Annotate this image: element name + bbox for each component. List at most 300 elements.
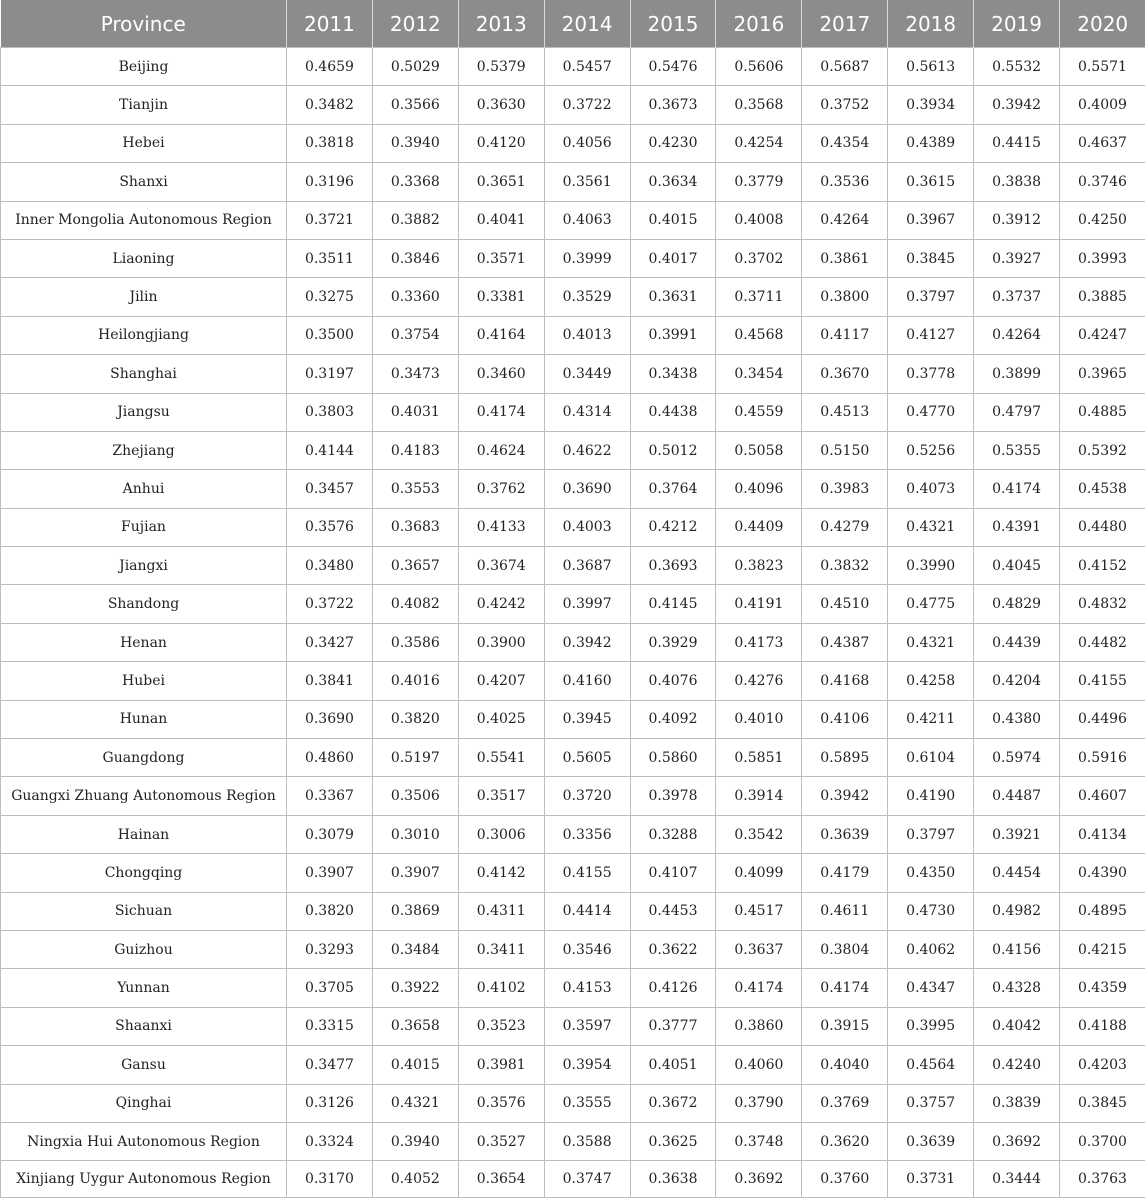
value-cell: 0.3546 — [544, 930, 630, 968]
value-cell: 0.3914 — [716, 777, 802, 815]
value-cell: 0.4559 — [716, 393, 802, 431]
value-cell: 0.5851 — [716, 739, 802, 777]
value-cell: 0.3921 — [974, 815, 1060, 853]
value-cell: 0.3990 — [888, 547, 974, 585]
province-cell: Chongqing — [1, 854, 287, 892]
value-cell: 0.5605 — [544, 739, 630, 777]
value-cell: 0.3869 — [372, 892, 458, 930]
value-cell: 0.5916 — [1060, 739, 1145, 777]
value-cell: 0.4415 — [974, 124, 1060, 162]
value-cell: 0.3449 — [544, 355, 630, 393]
value-cell: 0.5860 — [630, 739, 716, 777]
value-cell: 0.4659 — [287, 48, 373, 86]
value-cell: 0.4487 — [974, 777, 1060, 815]
value-cell: 0.3006 — [458, 815, 544, 853]
value-cell: 0.3769 — [802, 1084, 888, 1122]
value-cell: 0.3576 — [458, 1084, 544, 1122]
value-cell: 0.4564 — [888, 1046, 974, 1084]
table-row — [1, 201, 1145, 239]
value-cell: 0.3804 — [802, 930, 888, 968]
value-cell: 0.3687 — [544, 547, 630, 585]
value-cell: 0.4538 — [1060, 470, 1145, 508]
value-cell: 0.4387 — [802, 623, 888, 661]
province-cell: Beijing — [1, 48, 287, 86]
value-cell: 0.4106 — [802, 700, 888, 738]
value-cell: 0.3803 — [287, 393, 373, 431]
table-row — [1, 470, 1145, 508]
header-year: 2019 — [974, 0, 1060, 48]
value-cell: 0.3654 — [458, 1161, 544, 1198]
value-cell: 0.4203 — [1060, 1046, 1145, 1084]
table-row — [1, 124, 1145, 162]
value-cell: 0.3527 — [458, 1122, 544, 1160]
value-cell: 0.3778 — [888, 355, 974, 393]
table-body — [1, 48, 1145, 1198]
value-cell: 0.4622 — [544, 431, 630, 469]
value-cell: 0.3651 — [458, 163, 544, 201]
value-cell: 0.4454 — [974, 854, 1060, 892]
table-row — [1, 585, 1145, 623]
value-cell: 0.3764 — [630, 470, 716, 508]
province-cell: Hainan — [1, 815, 287, 853]
value-cell: 0.3945 — [544, 700, 630, 738]
value-cell: 0.5457 — [544, 48, 630, 86]
value-cell: 0.4051 — [630, 1046, 716, 1084]
value-cell: 0.4144 — [287, 431, 373, 469]
value-cell: 0.3566 — [372, 86, 458, 124]
value-cell: 0.3637 — [716, 930, 802, 968]
value-cell: 0.4354 — [802, 124, 888, 162]
value-cell: 0.3511 — [287, 239, 373, 277]
value-cell: 0.3797 — [888, 278, 974, 316]
value-cell: 0.3631 — [630, 278, 716, 316]
value-cell: 0.3454 — [716, 355, 802, 393]
value-cell: 0.5541 — [458, 739, 544, 777]
value-cell: 0.4279 — [802, 508, 888, 546]
value-cell: 0.3927 — [974, 239, 1060, 277]
value-cell: 0.4003 — [544, 508, 630, 546]
value-cell: 0.4062 — [888, 930, 974, 968]
value-cell: 0.3571 — [458, 239, 544, 277]
value-cell: 0.3997 — [544, 585, 630, 623]
value-cell: 0.4117 — [802, 316, 888, 354]
value-cell: 0.4321 — [372, 1084, 458, 1122]
value-cell: 0.3460 — [458, 355, 544, 393]
value-cell: 0.3625 — [630, 1122, 716, 1160]
value-cell: 0.3705 — [287, 969, 373, 1007]
value-cell: 0.3934 — [888, 86, 974, 124]
value-cell: 0.4174 — [802, 969, 888, 1007]
header-year: 2014 — [544, 0, 630, 48]
value-cell: 0.4063 — [544, 201, 630, 239]
value-cell: 0.3845 — [888, 239, 974, 277]
value-cell: 0.4204 — [974, 662, 1060, 700]
value-cell: 0.3477 — [287, 1046, 373, 1084]
value-cell: 0.4040 — [802, 1046, 888, 1084]
value-cell: 0.4414 — [544, 892, 630, 930]
province-cell: Anhui — [1, 470, 287, 508]
value-cell: 0.3639 — [802, 815, 888, 853]
table-row — [1, 547, 1145, 585]
value-cell: 0.3672 — [630, 1084, 716, 1122]
value-cell: 0.4152 — [1060, 547, 1145, 585]
value-cell: 0.3615 — [888, 163, 974, 201]
value-cell: 0.3411 — [458, 930, 544, 968]
value-cell: 0.4127 — [888, 316, 974, 354]
value-cell: 0.3995 — [888, 1007, 974, 1045]
table-row — [1, 1007, 1145, 1045]
value-cell: 0.4230 — [630, 124, 716, 162]
value-cell: 0.4017 — [630, 239, 716, 277]
value-cell: 0.4160 — [544, 662, 630, 700]
value-cell: 0.3288 — [630, 815, 716, 853]
value-cell: 0.3620 — [802, 1122, 888, 1160]
province-cell: Jiangxi — [1, 547, 287, 585]
value-cell: 0.3722 — [287, 585, 373, 623]
value-cell: 0.3427 — [287, 623, 373, 661]
value-cell: 0.4010 — [716, 700, 802, 738]
table-row — [1, 86, 1145, 124]
value-cell: 0.4041 — [458, 201, 544, 239]
table-row — [1, 508, 1145, 546]
value-cell: 0.3690 — [287, 700, 373, 738]
value-cell: 0.4391 — [974, 508, 1060, 546]
value-cell: 0.4016 — [372, 662, 458, 700]
value-cell: 0.3942 — [544, 623, 630, 661]
value-cell: 0.3999 — [544, 239, 630, 277]
value-cell: 0.3991 — [630, 316, 716, 354]
value-cell: 0.3752 — [802, 86, 888, 124]
value-cell: 0.3674 — [458, 547, 544, 585]
value-cell: 0.3586 — [372, 623, 458, 661]
province-cell: Hunan — [1, 700, 287, 738]
value-cell: 0.3757 — [888, 1084, 974, 1122]
value-cell: 0.3197 — [287, 355, 373, 393]
table-row — [1, 431, 1145, 469]
value-cell: 0.4240 — [974, 1046, 1060, 1084]
header-year: 2012 — [372, 0, 458, 48]
value-cell: 0.3381 — [458, 278, 544, 316]
value-cell: 0.5379 — [458, 48, 544, 86]
value-cell: 0.4096 — [716, 470, 802, 508]
value-cell: 0.4390 — [1060, 854, 1145, 892]
table-row — [1, 1161, 1145, 1198]
value-cell: 0.3940 — [372, 1122, 458, 1160]
province-cell: Yunnan — [1, 969, 287, 1007]
value-cell: 0.5571 — [1060, 48, 1145, 86]
value-cell: 0.3922 — [372, 969, 458, 1007]
value-cell: 0.3929 — [630, 623, 716, 661]
value-cell: 0.5058 — [716, 431, 802, 469]
value-cell: 0.3630 — [458, 86, 544, 124]
value-cell: 0.3861 — [802, 239, 888, 277]
value-cell: 0.3760 — [802, 1161, 888, 1198]
value-cell: 0.4359 — [1060, 969, 1145, 1007]
table-row — [1, 815, 1145, 853]
province-cell: Shanghai — [1, 355, 287, 393]
province-cell: Xinjiang Uygur Autonomous Region — [1, 1161, 287, 1198]
value-cell: 0.3657 — [372, 547, 458, 585]
table-header — [1, 0, 1145, 48]
value-cell: 0.4212 — [630, 508, 716, 546]
province-cell: Fujian — [1, 508, 287, 546]
value-cell: 0.3965 — [1060, 355, 1145, 393]
value-cell: 0.3690 — [544, 470, 630, 508]
value-cell: 0.3536 — [802, 163, 888, 201]
table-row — [1, 1084, 1145, 1122]
value-cell: 0.5355 — [974, 431, 1060, 469]
value-cell: 0.3555 — [544, 1084, 630, 1122]
value-cell: 0.4188 — [1060, 1007, 1145, 1045]
province-cell: Jilin — [1, 278, 287, 316]
value-cell: 0.4013 — [544, 316, 630, 354]
value-cell: 0.4174 — [458, 393, 544, 431]
value-cell: 0.4173 — [716, 623, 802, 661]
value-cell: 0.4008 — [716, 201, 802, 239]
value-cell: 0.3818 — [287, 124, 373, 162]
value-cell: 0.4168 — [802, 662, 888, 700]
value-cell: 0.3529 — [544, 278, 630, 316]
value-cell: 0.4099 — [716, 854, 802, 892]
value-cell: 0.4264 — [974, 316, 1060, 354]
value-cell: 0.3720 — [544, 777, 630, 815]
value-cell: 0.3368 — [372, 163, 458, 201]
value-cell: 0.4107 — [630, 854, 716, 892]
value-cell: 0.4264 — [802, 201, 888, 239]
value-cell: 0.3444 — [974, 1161, 1060, 1198]
value-cell: 0.3367 — [287, 777, 373, 815]
value-cell: 0.4179 — [802, 854, 888, 892]
value-cell: 0.4174 — [974, 470, 1060, 508]
value-cell: 0.4328 — [974, 969, 1060, 1007]
value-cell: 0.4321 — [888, 508, 974, 546]
province-cell: Inner Mongolia Autonomous Region — [1, 201, 287, 239]
value-cell: 0.5392 — [1060, 431, 1145, 469]
value-cell: 0.4190 — [888, 777, 974, 815]
value-cell: 0.4045 — [974, 547, 1060, 585]
value-cell: 0.3797 — [888, 815, 974, 853]
value-cell: 0.3722 — [544, 86, 630, 124]
value-cell: 0.4015 — [630, 201, 716, 239]
table-row — [1, 930, 1145, 968]
table-row — [1, 1122, 1145, 1160]
value-cell: 0.4156 — [974, 930, 1060, 968]
value-cell: 0.3702 — [716, 239, 802, 277]
value-cell: 0.6104 — [888, 739, 974, 777]
value-cell: 0.3438 — [630, 355, 716, 393]
value-cell: 0.4250 — [1060, 201, 1145, 239]
value-cell: 0.4611 — [802, 892, 888, 930]
table-row — [1, 1046, 1145, 1084]
value-cell: 0.3779 — [716, 163, 802, 201]
table-row — [1, 700, 1145, 738]
value-cell: 0.4513 — [802, 393, 888, 431]
header-year: 2015 — [630, 0, 716, 48]
value-cell: 0.3568 — [716, 86, 802, 124]
value-cell: 0.3275 — [287, 278, 373, 316]
value-cell: 0.4134 — [1060, 815, 1145, 853]
value-cell: 0.4770 — [888, 393, 974, 431]
province-cell: Liaoning — [1, 239, 287, 277]
value-cell: 0.3588 — [544, 1122, 630, 1160]
value-cell: 0.4076 — [630, 662, 716, 700]
province-cell: Guangxi Zhuang Autonomous Region — [1, 777, 287, 815]
value-cell: 0.3915 — [802, 1007, 888, 1045]
value-cell: 0.3942 — [802, 777, 888, 815]
value-cell: 0.3940 — [372, 124, 458, 162]
value-cell: 0.4191 — [716, 585, 802, 623]
value-cell: 0.3457 — [287, 470, 373, 508]
value-cell: 0.4347 — [888, 969, 974, 1007]
value-cell: 0.3324 — [287, 1122, 373, 1160]
value-cell: 0.3482 — [287, 86, 373, 124]
value-cell: 0.4145 — [630, 585, 716, 623]
province-cell: Guangdong — [1, 739, 287, 777]
value-cell: 0.3777 — [630, 1007, 716, 1045]
value-cell: 0.3899 — [974, 355, 1060, 393]
value-cell: 0.4311 — [458, 892, 544, 930]
province-cell: Qinghai — [1, 1084, 287, 1122]
value-cell: 0.5012 — [630, 431, 716, 469]
value-cell: 0.3079 — [287, 815, 373, 853]
value-cell: 0.5606 — [716, 48, 802, 86]
value-cell: 0.5687 — [802, 48, 888, 86]
value-cell: 0.3839 — [974, 1084, 1060, 1122]
value-cell: 0.3553 — [372, 470, 458, 508]
value-cell: 0.3010 — [372, 815, 458, 853]
value-cell: 0.3846 — [372, 239, 458, 277]
value-cell: 0.4314 — [544, 393, 630, 431]
province-cell: Hebei — [1, 124, 287, 162]
value-cell: 0.3978 — [630, 777, 716, 815]
province-cell: Zhejiang — [1, 431, 287, 469]
value-cell: 0.3912 — [974, 201, 1060, 239]
value-cell: 0.4832 — [1060, 585, 1145, 623]
value-cell: 0.3993 — [1060, 239, 1145, 277]
value-cell: 0.4073 — [888, 470, 974, 508]
value-cell: 0.3747 — [544, 1161, 630, 1198]
value-cell: 0.5256 — [888, 431, 974, 469]
value-cell: 0.3473 — [372, 355, 458, 393]
value-cell: 0.4860 — [287, 739, 373, 777]
value-cell: 0.3683 — [372, 508, 458, 546]
value-cell: 0.3841 — [287, 662, 373, 700]
value-cell: 0.4258 — [888, 662, 974, 700]
value-cell: 0.4438 — [630, 393, 716, 431]
value-cell: 0.3293 — [287, 930, 373, 968]
value-cell: 0.3721 — [287, 201, 373, 239]
table-row — [1, 355, 1145, 393]
value-cell: 0.3506 — [372, 777, 458, 815]
value-cell: 0.3692 — [716, 1161, 802, 1198]
value-cell: 0.4060 — [716, 1046, 802, 1084]
value-cell: 0.3639 — [888, 1122, 974, 1160]
value-cell: 0.4247 — [1060, 316, 1145, 354]
value-cell: 0.3542 — [716, 815, 802, 853]
value-cell: 0.4215 — [1060, 930, 1145, 968]
value-cell: 0.4439 — [974, 623, 1060, 661]
value-cell: 0.3658 — [372, 1007, 458, 1045]
table-row — [1, 278, 1145, 316]
value-cell: 0.4480 — [1060, 508, 1145, 546]
value-cell: 0.3638 — [630, 1161, 716, 1198]
value-cell: 0.4015 — [372, 1046, 458, 1084]
value-cell: 0.4496 — [1060, 700, 1145, 738]
value-cell: 0.3800 — [802, 278, 888, 316]
value-cell: 0.3196 — [287, 163, 373, 201]
value-cell: 0.4276 — [716, 662, 802, 700]
table-row — [1, 48, 1145, 86]
value-cell: 0.4031 — [372, 393, 458, 431]
value-cell: 0.4510 — [802, 585, 888, 623]
province-cell: Tianjin — [1, 86, 287, 124]
province-cell: Shanxi — [1, 163, 287, 201]
province-cell: Ningxia Hui Autonomous Region — [1, 1122, 287, 1160]
value-cell: 0.4624 — [458, 431, 544, 469]
value-cell: 0.4142 — [458, 854, 544, 892]
value-cell: 0.4082 — [372, 585, 458, 623]
value-cell: 0.3820 — [372, 700, 458, 738]
value-cell: 0.5150 — [802, 431, 888, 469]
header-row — [1, 0, 1145, 48]
value-cell: 0.3700 — [1060, 1122, 1145, 1160]
value-cell: 0.4183 — [372, 431, 458, 469]
value-cell: 0.3763 — [1060, 1161, 1145, 1198]
province-cell: Hubei — [1, 662, 287, 700]
value-cell: 0.4517 — [716, 892, 802, 930]
header-year: 2020 — [1060, 0, 1145, 48]
value-cell: 0.4133 — [458, 508, 544, 546]
value-cell: 0.3360 — [372, 278, 458, 316]
value-cell: 0.3597 — [544, 1007, 630, 1045]
value-cell: 0.4052 — [372, 1161, 458, 1198]
table-row — [1, 623, 1145, 661]
province-cell: Jiangsu — [1, 393, 287, 431]
value-cell: 0.4389 — [888, 124, 974, 162]
value-cell: 0.3885 — [1060, 278, 1145, 316]
value-cell: 0.3845 — [1060, 1084, 1145, 1122]
value-cell: 0.3315 — [287, 1007, 373, 1045]
value-cell: 0.3126 — [287, 1084, 373, 1122]
value-cell: 0.5974 — [974, 739, 1060, 777]
value-cell: 0.4380 — [974, 700, 1060, 738]
value-cell: 0.3731 — [888, 1161, 974, 1198]
table-row — [1, 316, 1145, 354]
value-cell: 0.3170 — [287, 1161, 373, 1198]
value-cell: 0.4025 — [458, 700, 544, 738]
value-cell: 0.3576 — [287, 508, 373, 546]
value-cell: 0.3670 — [802, 355, 888, 393]
value-cell: 0.3838 — [974, 163, 1060, 201]
value-cell: 0.4607 — [1060, 777, 1145, 815]
value-cell: 0.3737 — [974, 278, 1060, 316]
value-cell: 0.4126 — [630, 969, 716, 1007]
value-cell: 0.4155 — [1060, 662, 1145, 700]
table-row — [1, 969, 1145, 1007]
value-cell: 0.3523 — [458, 1007, 544, 1045]
value-cell: 0.3484 — [372, 930, 458, 968]
value-cell: 0.4321 — [888, 623, 974, 661]
value-cell: 0.4885 — [1060, 393, 1145, 431]
value-cell: 0.3832 — [802, 547, 888, 585]
value-cell: 0.4009 — [1060, 86, 1145, 124]
value-cell: 0.3561 — [544, 163, 630, 201]
value-cell: 0.4120 — [458, 124, 544, 162]
value-cell: 0.3692 — [974, 1122, 1060, 1160]
header-year: 2011 — [287, 0, 373, 48]
value-cell: 0.4453 — [630, 892, 716, 930]
value-cell: 0.4155 — [544, 854, 630, 892]
